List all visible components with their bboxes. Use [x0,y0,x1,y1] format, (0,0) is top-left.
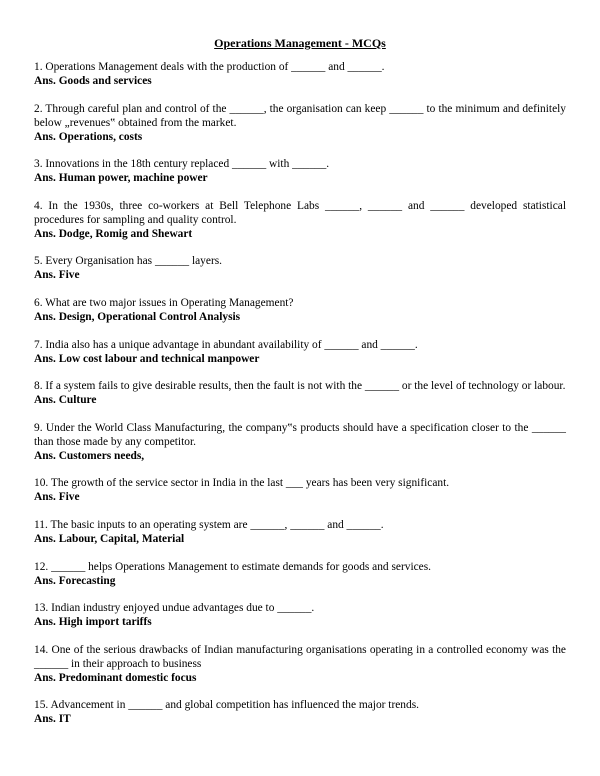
question-text: 7. India also has a unique advantage in abundant availability of ______ and ______. [34,338,418,351]
question-text: 14. One of the serious drawbacks of Indian manufacturing organisations operating in a controlled economy was the ______ in their approach to business [34,643,566,670]
question-item [34,643,566,685]
question-text: 15. Advancement in ______ and global competition has influenced the major trends. [34,699,419,712]
answer-text: Ans. Five [34,491,80,504]
question-item [34,60,566,88]
question-text: 9. Under the World Class Manufacturing, the company‟s products should have a specification closer to the ______ than those made by any competitor. [34,421,566,448]
question-item [34,199,566,241]
question-item [34,296,566,324]
question-text: 10. The growth of the service sector in India in the last ___ years has been very significant. [34,477,450,490]
answer-text: Ans. Labour, Capital, Material [34,532,185,545]
answer-text: Ans. IT [34,713,71,726]
answer-text: Ans. Predominant domestic focus [34,671,197,684]
question-text: 13. Indian industry enjoyed undue advantages due to ______. [34,602,315,615]
answer-text: Ans. Goods and services [34,75,152,87]
answer-text: Ans. Culture [34,394,97,407]
question-text: 3. Innovations in the 18th century replaced ______ with ______. [34,158,330,171]
question-item [34,698,566,726]
answer-text: Ans. Five [34,269,80,282]
question-text: 12. ______ helps Operations Management to estimate demands for goods and services. [34,560,431,573]
question-item [34,421,566,463]
question-text: 5. Every Organisation has ______ layers. [34,255,223,268]
question-item [34,560,566,588]
answer-text: Ans. Forecasting [34,574,116,587]
question-text: 11. The basic inputs to an operating system are ______, ______ and ______. [34,518,384,531]
question-item [34,157,566,185]
question-item [34,338,566,366]
question-item [34,601,566,629]
answer-text: Ans. Design, Operational Control Analysis [34,310,241,323]
question-text: 8. If a system fails to give desirable results, then the fault is not with the ______ or the level of technology or labour. [34,380,566,393]
answer-text: Ans. Customers needs, [34,449,145,462]
question-text: 2. Through careful plan and control of the ______, the organisation can keep ______ to the minimum and definitely below „revenues‟ obtained from the market. [34,102,566,129]
answer-text: Ans. Low cost labour and technical manpower [34,352,260,365]
question-item [34,518,566,546]
page-title: Operations Management - MCQs [214,36,386,50]
answer-text: Ans. Operations, costs [34,130,143,143]
question-text: 4. In the 1930s, three co-workers at Bell Telephone Labs ______, ______ and ______ developed statistical procedures for sampling and quality control. [34,199,566,226]
question-text: 1. Operations Management deals with the production of ______ and ______. [34,61,385,73]
answer-text: Ans. Human power, machine power [34,172,208,185]
question-item [34,379,566,407]
question-text: 6. What are two major issues in Operating Management? [34,296,294,309]
question-item [34,476,566,504]
question-item [34,254,566,282]
answer-text: Ans. High import tariffs [34,616,152,629]
answer-text: Ans. Dodge, Romig and Shewart [34,227,193,240]
question-item [34,102,566,144]
